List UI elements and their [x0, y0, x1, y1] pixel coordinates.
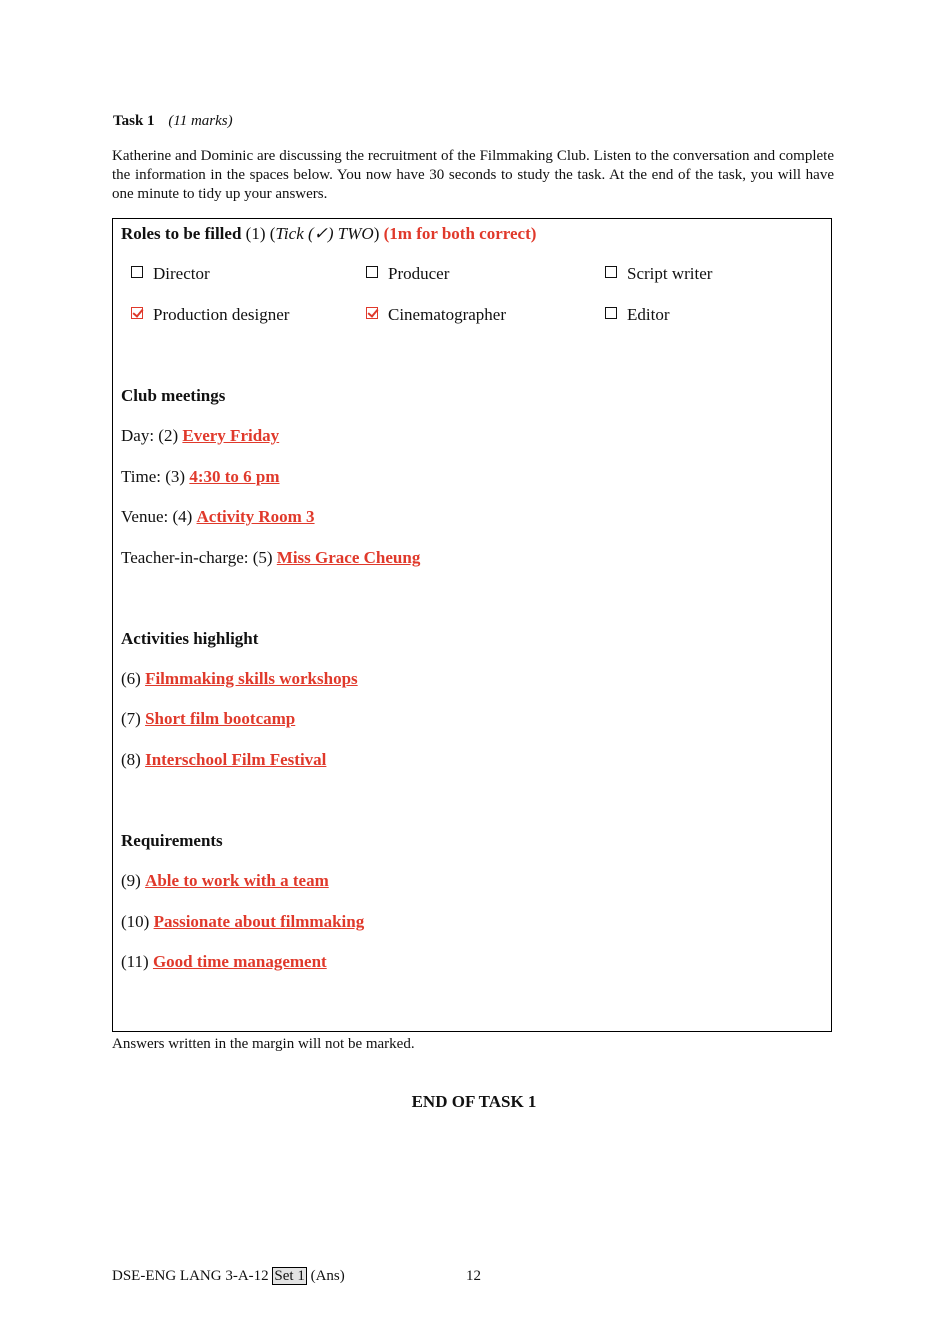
role-option-production-designer[interactable] — [131, 305, 289, 325]
end-of-task: END OF TASK 1 — [411, 1092, 537, 1111]
requirement-answer: Able to work with a team — [145, 871, 329, 890]
activity-number: (6) — [121, 669, 141, 688]
checkbox-cinematographer-checked[interactable] — [366, 307, 378, 319]
role-option-script-writer[interactable] — [605, 264, 712, 284]
footer-set-label: Set 1 — [274, 1268, 305, 1284]
meeting-teacher — [121, 548, 420, 568]
checkbox-producer[interactable] — [366, 266, 378, 278]
meeting-day-answer: Every Friday — [182, 426, 280, 445]
checkbox-script-writer[interactable] — [605, 266, 617, 278]
requirement-item — [121, 952, 327, 972]
requirement-item — [121, 871, 329, 891]
activity-item — [121, 750, 326, 770]
role-option-director[interactable] — [131, 264, 210, 284]
checkbox-editor[interactable] — [605, 307, 617, 319]
activity-answer: Filmmaking skills workshops — [145, 669, 358, 688]
role-label: Production designer — [153, 305, 290, 324]
role-label: Editor — [627, 305, 670, 324]
checkbox-production-designer-checked[interactable] — [131, 307, 143, 319]
meeting-time-label: Time: (3) — [121, 467, 186, 486]
meeting-day-label: Day: (2) — [121, 426, 179, 445]
task-marks: (11 marks) — [168, 113, 233, 129]
roles-heading — [121, 224, 536, 244]
roles-heading-text: Roles to be filled — [121, 224, 242, 243]
roles-number: (1) — [245, 224, 266, 243]
roles-marking: (1m for both correct) — [383, 224, 537, 243]
footer-ans-label: (Ans) — [310, 1268, 345, 1284]
meeting-venue-label: Venue: (4) — [121, 507, 193, 526]
task-instructions: Katherine and Dominic are discussing the recruitment of the Filmmaking Club. Listen to the conversation and complete the information in the spaces below. You now have 30 seconds to study the task. At the end of the task, you will have one minute to tidy up your answers. — [112, 148, 834, 202]
roles-instruction-close: ) — [373, 224, 380, 243]
meeting-venue — [121, 507, 315, 527]
activity-item — [121, 669, 358, 689]
footer-paper-code: DSE-ENG LANG 3-A-12 — [112, 1268, 269, 1284]
task-heading — [113, 113, 233, 130]
meetings-heading: Club meetings — [121, 386, 226, 405]
margin-note: Answers written in the margin will not be marked. — [112, 1036, 415, 1052]
role-label: Director — [153, 264, 210, 283]
activity-item — [121, 709, 295, 729]
activity-number: (8) — [121, 750, 141, 769]
role-option-producer[interactable] — [366, 264, 449, 284]
requirement-number: (9) — [121, 871, 141, 890]
requirement-number: (11) — [121, 952, 149, 971]
role-label: Script writer — [627, 264, 713, 283]
meeting-venue-answer: Activity Room 3 — [196, 507, 315, 526]
requirement-answer: Good time management — [152, 952, 327, 971]
roles-instruction-open: ( — [269, 224, 276, 243]
role-option-cinematographer[interactable] — [366, 305, 506, 325]
meeting-day — [121, 426, 279, 446]
role-label: Producer — [388, 264, 450, 283]
roles-instruction: Tick (✓) TWO — [275, 224, 374, 243]
meeting-time — [121, 467, 280, 487]
checkbox-director[interactable] — [131, 266, 143, 278]
meeting-teacher-answer: Miss Grace Cheung — [276, 548, 421, 567]
answer-box — [112, 218, 832, 1032]
role-option-editor[interactable] — [605, 305, 670, 325]
activity-number: (7) — [121, 709, 141, 728]
meeting-teacher-label: Teacher-in-charge: (5) — [121, 548, 273, 567]
task-title: Task 1 — [113, 113, 155, 129]
activities-heading: Activities highlight — [121, 629, 259, 648]
footer-code — [112, 1268, 345, 1285]
requirements-heading: Requirements — [121, 831, 223, 850]
activity-answer: Short film bootcamp — [145, 709, 296, 728]
requirement-number: (10) — [121, 912, 150, 931]
role-label: Cinematographer — [388, 305, 507, 324]
requirement-item — [121, 912, 364, 932]
meeting-time-answer: 4:30 to 6 pm — [189, 467, 280, 486]
page-number: 12 — [466, 1268, 481, 1284]
requirement-answer: Passionate about filmmaking — [153, 912, 365, 931]
activity-answer: Interschool Film Festival — [145, 750, 327, 769]
